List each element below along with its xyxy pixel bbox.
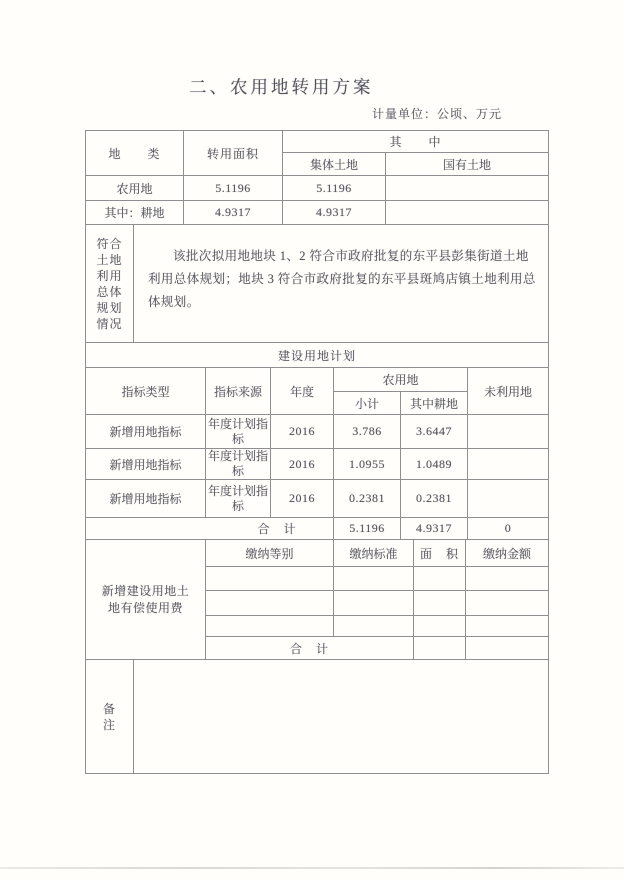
fee-total-amount-cell xyxy=(466,637,549,660)
unused-cell xyxy=(468,415,549,449)
subtotal-header: 小计 xyxy=(334,392,401,415)
table-row xyxy=(86,415,549,449)
compliance-label: 符合土地利用总体规划情况 xyxy=(86,225,134,343)
fee-amount-cell xyxy=(466,567,549,591)
fee-amount-header: 缴纳金额 xyxy=(466,540,549,567)
compliance-text: 该批次拟用地地块 1、2 符合市政府批复的东平县彭集街道土地利用总体规划；地块 3 符合市政府批复的东平县斑鸠店镇土地利用总体规划。 xyxy=(134,225,549,343)
fee-grade-cell xyxy=(206,567,334,591)
fee-grade-cell xyxy=(206,616,334,637)
construction-plan-table xyxy=(85,342,549,540)
collective-area-cell: 5.1196 xyxy=(283,176,386,201)
indicator-type-cell: 新增用地指标 xyxy=(86,449,206,480)
form-body xyxy=(85,130,548,774)
year-cell: 2016 xyxy=(271,449,334,480)
year-header: 年度 xyxy=(271,368,334,415)
fee-area-cell xyxy=(414,591,466,616)
plan-total-subtotal: 5.1196 xyxy=(334,518,401,540)
plan-total-cultivated: 4.9317 xyxy=(401,518,468,540)
land-class-cell: 农用地 xyxy=(86,176,184,201)
fee-total-area-cell xyxy=(414,637,466,660)
land-class-header: 地 类 xyxy=(86,131,184,176)
year-cell: 2016 xyxy=(271,415,334,449)
fee-area-cell xyxy=(414,616,466,637)
cultivated-cell: 0.2381 xyxy=(401,480,468,518)
land-conversion-table xyxy=(85,130,549,225)
indicator-type-cell: 新增用地指标 xyxy=(86,480,206,518)
fee-section-label: 新增建设用地土地有偿使用费 xyxy=(86,540,206,660)
plan-total-row xyxy=(86,518,549,540)
fee-standard-cell xyxy=(334,591,414,616)
fee-area-header: 面 积 xyxy=(414,540,466,567)
fee-amount-cell xyxy=(466,616,549,637)
document-title: 二、农用地转用方案 xyxy=(189,77,374,97)
indicator-type-header: 指标类型 xyxy=(86,368,206,415)
subtotal-cell: 0.2381 xyxy=(334,480,401,518)
plan-table-title: 建设用地计划 xyxy=(86,343,549,368)
state-area-cell xyxy=(386,201,549,225)
fee-area-cell xyxy=(414,567,466,591)
state-area-cell xyxy=(386,176,549,201)
indicator-source-cell: 年度计划指标 xyxy=(206,480,271,518)
unused-cell xyxy=(468,480,549,518)
cultivated-cell: 3.6447 xyxy=(401,415,468,449)
fee-grade-cell xyxy=(206,591,334,616)
fee-standard-cell xyxy=(334,616,414,637)
indicator-source-cell: 年度计划指标 xyxy=(206,449,271,480)
state-land-header: 国有土地 xyxy=(386,153,549,176)
remark-content xyxy=(134,660,549,774)
fee-standard-cell xyxy=(334,567,414,591)
collective-land-header: 集体土地 xyxy=(283,153,386,176)
fee-amount-cell xyxy=(466,591,549,616)
cultivated-cell: 1.0489 xyxy=(401,449,468,480)
unused-land-header: 未利用地 xyxy=(468,368,549,415)
fee-grade-header: 缴纳等别 xyxy=(206,540,334,567)
scan-page-edge xyxy=(0,867,624,869)
subtotal-cell: 1.0955 xyxy=(334,449,401,480)
unit-note: 计量单位：公顷、万元 xyxy=(372,107,503,121)
fee-table xyxy=(85,539,549,660)
cultivated-header: 其中耕地 xyxy=(401,392,468,415)
year-cell: 2016 xyxy=(271,480,334,518)
conversion-area-header: 转用面积 xyxy=(184,131,283,176)
plan-compliance-section xyxy=(85,224,549,343)
area-cell: 5.1196 xyxy=(184,176,283,201)
remark-section xyxy=(85,659,549,774)
plan-total-unused: 0 xyxy=(468,518,549,540)
table-row xyxy=(86,449,549,480)
breakdown-header: 其 中 xyxy=(283,131,549,153)
table-row xyxy=(86,480,549,518)
land-class-cell: 其中：耕地 xyxy=(86,201,184,225)
fee-standard-header: 缴纳标准 xyxy=(334,540,414,567)
table-row xyxy=(86,176,549,201)
area-cell: 4.9317 xyxy=(184,201,283,225)
indicator-type-cell: 新增用地指标 xyxy=(86,415,206,449)
subtotal-cell: 3.786 xyxy=(334,415,401,449)
remark-label: 备 注 xyxy=(86,660,134,774)
indicator-source-cell: 年度计划指标 xyxy=(206,415,271,449)
fee-total-label: 合 计 xyxy=(206,637,414,660)
table-row xyxy=(86,201,549,225)
agri-land-header: 农用地 xyxy=(334,368,468,392)
indicator-source-header: 指标来源 xyxy=(206,368,271,415)
plan-total-label: 合 计 xyxy=(86,518,334,540)
collective-area-cell: 4.9317 xyxy=(283,201,386,225)
unused-cell xyxy=(468,449,549,480)
